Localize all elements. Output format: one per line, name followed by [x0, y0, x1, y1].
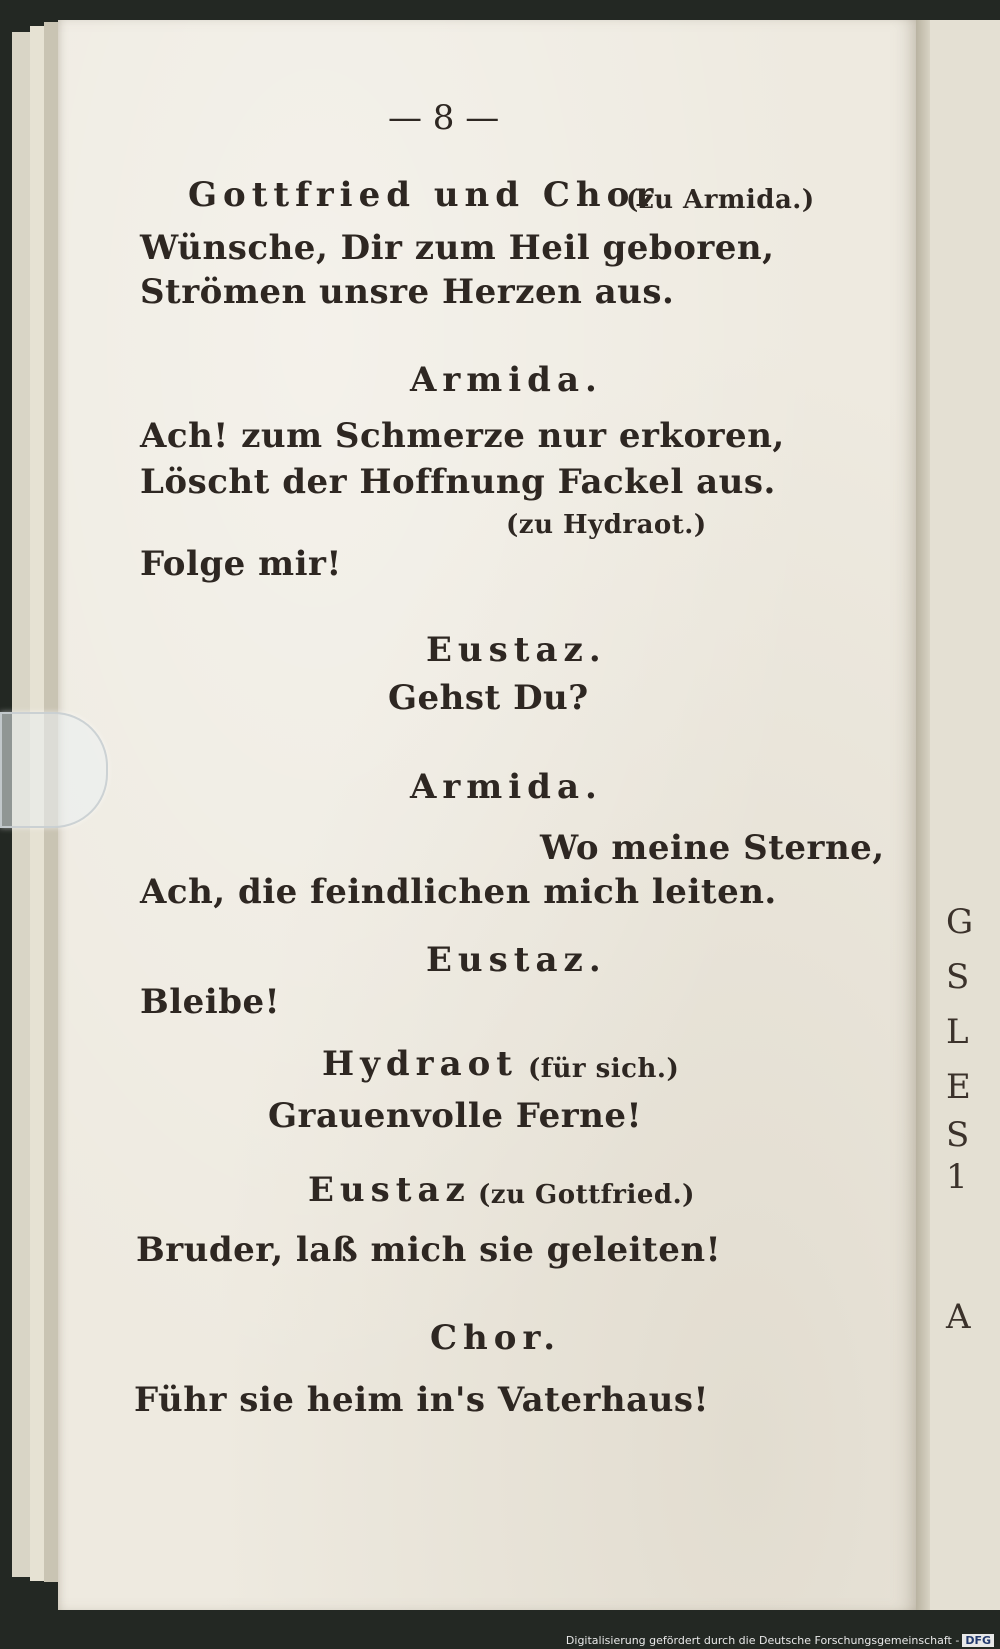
stage-direction: (für sich.) — [528, 1054, 680, 1084]
facing-page-glyph: 1 — [946, 1157, 968, 1197]
speaker-name: Armida. — [410, 360, 603, 400]
facing-page-glyph: A — [946, 1297, 971, 1337]
stage-direction: (zu Hydraot.) — [506, 510, 707, 540]
facing-page-glyph: S — [946, 957, 970, 997]
verse-line: Ach! zum Schmerze nur erkoren, — [140, 416, 785, 456]
verse-line: Grauenvolle Ferne! — [268, 1096, 642, 1136]
stage-direction: (zu Gottfried.) — [478, 1180, 695, 1210]
dfg-logo: DFG — [962, 1634, 994, 1647]
speaker-name: Armida. — [410, 767, 603, 807]
verse-line: Ach, die feindlichen mich leiten. — [140, 872, 777, 912]
verse-line: Bleibe! — [140, 982, 281, 1022]
verse-line: Führ sie heim in's Vaterhaus! — [134, 1380, 709, 1420]
speaker-name: Hydraot — [322, 1044, 518, 1084]
speaker-name: Chor. — [430, 1318, 562, 1358]
facing-page-glyph: L — [946, 1012, 969, 1052]
facing-page-glyph: E — [946, 1067, 971, 1107]
verse-line: Bruder, laß mich sie geleiten! — [136, 1230, 722, 1270]
verse-line: Wo meine Sterne, — [540, 828, 885, 868]
stage-direction: (zu Armida.) — [626, 185, 815, 215]
verse-line: Folge mir! — [140, 544, 342, 584]
funding-credit-text: Digitalisierung gefördert durch die Deutsche Forschungsgemeinschaft - — [565, 1634, 960, 1647]
verse-line: Strömen unsre Herzen aus. — [140, 272, 675, 312]
funding-credit — [566, 1634, 994, 1647]
speaker-name: Gottfried und Chor — [188, 175, 660, 215]
facing-page-glyph: G — [946, 902, 974, 942]
speaker-name: Eustaz. — [426, 630, 607, 670]
speaker-name: Eustaz — [308, 1170, 471, 1210]
verse-line: Gehst Du? — [388, 678, 589, 718]
verse-line: Löscht der Hoffnung Fackel aus. — [140, 462, 776, 502]
verse-line: Wünsche, Dir zum Heil geboren, — [140, 228, 775, 268]
page-number: — 8 — — [388, 98, 500, 138]
facing-page-glyph: S — [946, 1115, 970, 1155]
speaker-name: Eustaz. — [426, 940, 607, 980]
